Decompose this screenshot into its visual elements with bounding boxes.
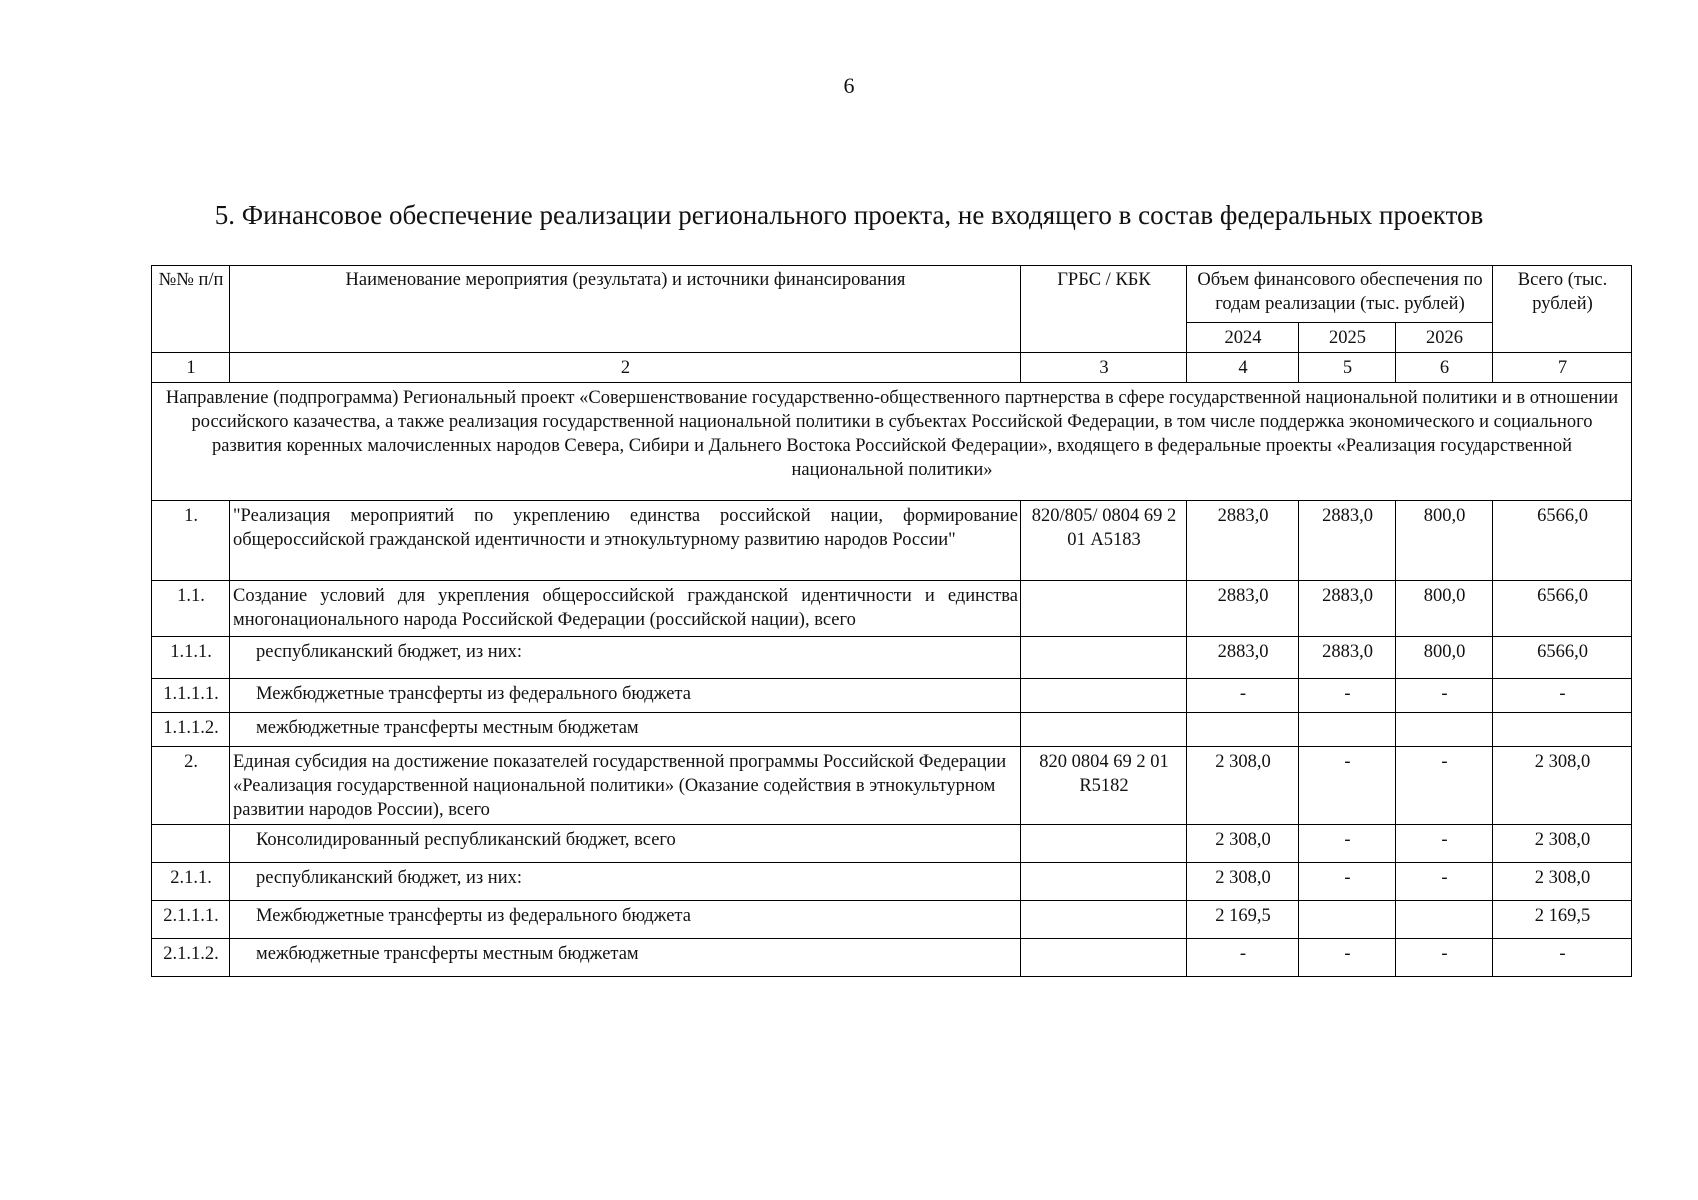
row-total: 2 308,0 (1493, 825, 1632, 863)
col-number-5: 5 (1299, 353, 1396, 383)
row-2025: 2883,0 (1299, 581, 1396, 637)
row-name: республиканский бюджет, из них: (230, 863, 1021, 901)
row-kbk (1021, 713, 1187, 747)
row-2024: 2883,0 (1187, 637, 1299, 679)
row-name: Единая субсидия на достижение показателей государственной программы Российской Федерации «Реализация государственной национальной политики» (Оказание содействия в этнокультурном развитии народов России), всего (230, 747, 1021, 825)
header-year-2026: 2026 (1396, 323, 1493, 353)
table-row (152, 825, 1632, 863)
row-kbk (1021, 939, 1187, 977)
row-2024: - (1187, 679, 1299, 713)
header-total: Всего (тыс. рублей) (1493, 266, 1632, 353)
row-total: 6566,0 (1493, 581, 1632, 637)
row-name: Межбюджетные трансферты из федерального бюджета (230, 901, 1021, 939)
row-2024 (1187, 713, 1299, 747)
row-2025: 2883,0 (1299, 501, 1396, 581)
row-num: 2.1.1.2. (152, 939, 230, 977)
row-num: 1.1.1. (152, 637, 230, 679)
row-2025: - (1299, 747, 1396, 825)
header-year-2024: 2024 (1187, 323, 1299, 353)
row-2025 (1299, 901, 1396, 939)
row-kbk (1021, 637, 1187, 679)
table-row (152, 747, 1632, 825)
row-2026: - (1396, 863, 1493, 901)
row-2026: - (1396, 747, 1493, 825)
row-total: 2 308,0 (1493, 747, 1632, 825)
row-2026: - (1396, 679, 1493, 713)
row-2025 (1299, 713, 1396, 747)
row-2026: - (1396, 939, 1493, 977)
row-num: 1. (152, 501, 230, 581)
row-kbk: 820/805/ 0804 69 2 01 А5183 (1021, 501, 1187, 581)
row-num: 1.1.1.2. (152, 713, 230, 747)
row-kbk (1021, 863, 1187, 901)
col-number-2: 2 (230, 353, 1021, 383)
col-number-3: 3 (1021, 353, 1187, 383)
row-2026 (1396, 901, 1493, 939)
row-2024: 2 169,5 (1187, 901, 1299, 939)
row-num: 1.1.1.1. (152, 679, 230, 713)
row-2024: 2883,0 (1187, 501, 1299, 581)
row-2024: 2883,0 (1187, 581, 1299, 637)
row-name: Межбюджетные трансферты из федерального бюджета (230, 679, 1021, 713)
row-total: 6566,0 (1493, 637, 1632, 679)
direction-row: Направление (подпрограмма) Региональный проект «Совершенствование государственно-общественного партнерства в сфере государственной национальной политики и в отношении российского казачества, а также реализация государственной национальной политики в субъектах Российской Федерации, в том числе поддержка экономического и социального развития коренных малочисленных народов Севера, Сибири и Дальнего Востока Российской Федерации», входящего в федеральные проекты «Реализация государственной национальной политики» (152, 383, 1632, 501)
header-year-2025: 2025 (1299, 323, 1396, 353)
row-total: 6566,0 (1493, 501, 1632, 581)
row-total: - (1493, 939, 1632, 977)
table-row (152, 863, 1632, 901)
row-total: - (1493, 679, 1632, 713)
header-num: №№ п/п (152, 266, 230, 353)
row-2025: - (1299, 825, 1396, 863)
table-row (152, 713, 1632, 747)
row-num: 1.1. (152, 581, 230, 637)
section-title: 5. Финансовое обеспечение реализации регионального проекта, не входящего в состав федеральных проектов (214, 200, 1484, 230)
row-2025: - (1299, 939, 1396, 977)
header-name: Наименование мероприятия (результата) и источники финансирования (230, 266, 1021, 353)
row-2026 (1396, 713, 1493, 747)
row-2025: - (1299, 863, 1396, 901)
col-number-4: 4 (1187, 353, 1299, 383)
row-2024: 2 308,0 (1187, 747, 1299, 825)
table-row (152, 501, 1632, 581)
row-name: Консолидированный республиканский бюджет, всего (230, 825, 1021, 863)
row-2024: - (1187, 939, 1299, 977)
row-name: межбюджетные трансферты местным бюджетам (230, 939, 1021, 977)
row-name: межбюджетные трансферты местным бюджетам (230, 713, 1021, 747)
row-name: Создание условий для укрепления общероссийской гражданской идентичности и единства многонационального народа Российской Федерации (российской нации), всего (230, 581, 1021, 637)
table-row (152, 939, 1632, 977)
row-kbk (1021, 581, 1187, 637)
row-num: 2. (152, 747, 230, 825)
table-row (152, 637, 1632, 679)
row-num (152, 825, 230, 863)
row-2024: 2 308,0 (1187, 825, 1299, 863)
row-kbk (1021, 901, 1187, 939)
row-2026: - (1396, 825, 1493, 863)
row-2025: 2883,0 (1299, 637, 1396, 679)
row-total (1493, 713, 1632, 747)
header-kbk: ГРБС / КБК (1021, 266, 1187, 353)
row-num: 2.1.1. (152, 863, 230, 901)
row-kbk: 820 0804 69 2 01 R5182 (1021, 747, 1187, 825)
row-num: 2.1.1.1. (152, 901, 230, 939)
table-row (152, 581, 1632, 637)
table-row (152, 901, 1632, 939)
row-kbk (1021, 825, 1187, 863)
row-2026: 800,0 (1396, 501, 1493, 581)
row-2026: 800,0 (1396, 581, 1493, 637)
row-name: "Реализация мероприятий по укреплению единства российской нации, формирование общероссийской гражданской идентичности и этнокультурному развитию народов России" (230, 501, 1021, 581)
row-2025: - (1299, 679, 1396, 713)
col-number-6: 6 (1396, 353, 1493, 383)
table-row (152, 679, 1632, 713)
row-total: 2 308,0 (1493, 863, 1632, 901)
row-kbk (1021, 679, 1187, 713)
header-volume: Объем финансового обеспечения по годам реализации (тыс. рублей) (1187, 266, 1493, 323)
row-2024: 2 308,0 (1187, 863, 1299, 901)
col-number-1: 1 (152, 353, 230, 383)
financing-table (151, 265, 1632, 977)
row-total: 2 169,5 (1493, 901, 1632, 939)
row-name: республиканский бюджет, из них: (230, 637, 1021, 679)
row-2026: 800,0 (1396, 637, 1493, 679)
col-number-7: 7 (1493, 353, 1632, 383)
page-number: 6 (843, 73, 855, 98)
